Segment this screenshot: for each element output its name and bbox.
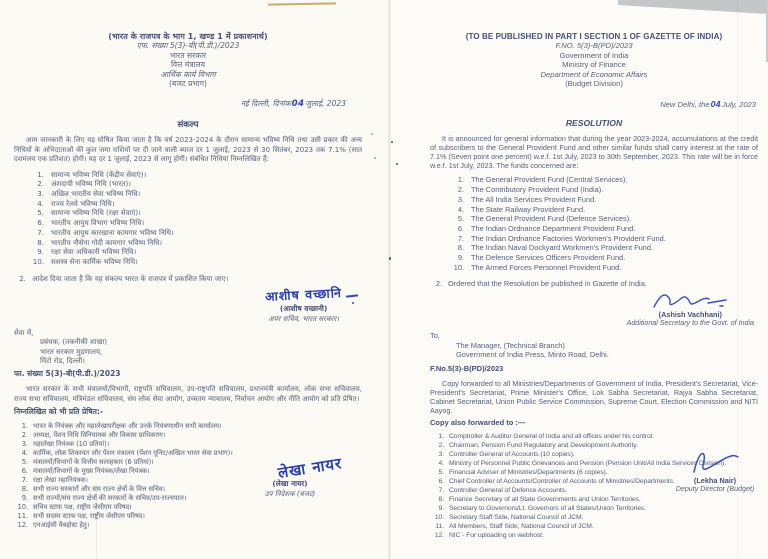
scan-speck xyxy=(396,163,398,165)
list-item: 8. भारतीय नौसेना गोदी कामगार भविष्य निधि। xyxy=(37,237,163,247)
signatory-title: अपर सचिव, भारत सरकार। xyxy=(268,313,339,323)
signature-block-ashish xyxy=(627,290,754,327)
copy-forwarded-paragraph: Copy forwarded to all Ministries/Departments of Government of India, President's Secretariat, Vice-President's Secretariat, Prime Minister's Office, Lok Sabha Secretariat, Rajya Sabha Secretariat, Cabinet Secretariat, Union Public Service Commission, Supreme Court, Election Commission and NITI Aayog. xyxy=(430,378,758,415)
signature-scribble xyxy=(650,290,730,312)
order-line: 2. आदेश दिया जाता है कि यह संकल्प भारत के राजपत्र में प्रकाशित किया जाए। xyxy=(19,273,229,283)
signature-block-lekha xyxy=(640,446,768,493)
letterhead-english xyxy=(430,32,758,88)
signatory-title: उप निदेशक (बजट) xyxy=(264,489,316,498)
copy-forwarded-paragraph: भारत सरकार के सभी मंत्रालयों/विभागों, राष्ट्रपति सचिवालय, उप-राष्ट्रपति सचिवालय, प्रधानमंत्री कार्यालय, लोक सभा सचिवालय, राज्य सभा सचिवालय, मंत्रिमंडल सचिवालय, संघ लोक सेवा आयोग, उच्चतम न्यायालय, निर्वाचन आयोग और नीति आयोग को प्रति प्रेषित। xyxy=(14,385,362,403)
org-line: वित्त मंत्रालय xyxy=(170,60,206,70)
list-item: 1. The General Provident Fund (Central Services). xyxy=(457,175,628,185)
org-line: आर्थिक कार्य विभाग xyxy=(160,69,216,79)
list-item: 8. सभी राज्य सरकारों और संघ राज्य क्षेत्रों के वित्त सचिव। xyxy=(21,485,166,494)
org-line: Department of Economic Affairs xyxy=(540,69,648,79)
list-item: 10. The Armed Forces Personnel Provident Fund. xyxy=(453,262,622,272)
dateline: New Delhi, the04July, 2023 xyxy=(660,99,756,110)
signatory-name: (Lekha Nair) xyxy=(693,476,737,485)
list-item: 1. Comptroller & Auditor General of India and all offices under his control. xyxy=(438,432,654,440)
list-item: 4. Ministry of Personnel Public Grievances and Pension (Pension Unit/All India Services Division). xyxy=(438,459,726,467)
list-item: 3. The All India Services Provident Fund. xyxy=(457,194,597,204)
list-item: 7. The Indian Ordnance Factories Workmen's Provident Fund. xyxy=(457,233,666,243)
list-item: 2. अंशदायी भविष्य निधि (भारत)। xyxy=(37,179,131,189)
scan-speck xyxy=(391,141,393,143)
scan-speck xyxy=(374,157,376,159)
paper-crease xyxy=(737,0,738,559)
list-item: 2. अध्यक्ष, पेंशन निधि विनियामक और विकास प्राधिकरण। xyxy=(21,431,166,440)
pen-dot-mark xyxy=(352,302,354,304)
signatory-name: (लेखा नायर) xyxy=(272,479,308,488)
list-item: 2. Chairman, Pension Fund Regulatory and Development Authority. xyxy=(438,441,638,449)
also-forwarded-heading: Copy also forwarded to :— xyxy=(430,417,526,427)
list-item: 11. All Members, Staff Side, National Council of JCM. xyxy=(435,522,594,530)
list-item: 12. NIC - For uploading on webhost. xyxy=(434,531,544,539)
signature-block-lekha xyxy=(215,454,365,499)
org-line: Government of India xyxy=(559,50,629,60)
list-item: 10. Secretary Staff Side, National Council of JCM. xyxy=(434,513,584,521)
signatory-title: Additional Secretary to the Govt. of India xyxy=(626,319,754,328)
signature-scribble xyxy=(687,446,743,478)
signature-block-ashish xyxy=(265,286,342,324)
scan-speck xyxy=(389,257,391,260)
list-item: 3. अखिल भारतीय सेवा भविष्य निधि। xyxy=(37,189,141,199)
list-item: 2. The Contributory Provident Fund (India). xyxy=(457,185,604,195)
list-item: 12. एनआईसी वैबहोस्ट हेतु। xyxy=(17,521,90,530)
list-item: 9. The Defence Services Officers Provident Fund. xyxy=(457,253,626,263)
list-item: 4. The State Railway Provident Fund. xyxy=(457,204,586,214)
list-item: 8. Finance Secretary of all State Governments and Union Territories. xyxy=(438,495,641,503)
list-item: 6. The Indian Ordnance Department Provident Fund. xyxy=(457,223,636,233)
signatory-name: (Ashish Vachhani) xyxy=(658,310,722,320)
address-block: सेवा में, प्रबंधक, (तकनीकी शाखा) भारत सरकार मुद्रणालय, मिंटो रोड, दिल्ली। xyxy=(14,327,108,365)
list-item: 9. सभी राज्यों/संघ राज्य क्षेत्रों की सरकारों के सचिव/उप-राज्यपाल। xyxy=(21,494,187,503)
file-number: एफ. संख्या 5(3)-बी(पी.डी.)/2023 xyxy=(136,41,240,51)
signatory-name: (आशीष वच्छानी) xyxy=(279,303,328,313)
list-item: 7. रक्षा लेखा महानियंत्रक। xyxy=(21,476,88,485)
org-line: (Budget Division) xyxy=(565,79,623,89)
resolution-heading: RESOLUTION xyxy=(565,118,623,129)
list-item: 6. मंत्रालयों/विभागों के मुख्य नियंत्रक/लेखा नियंत्रक। xyxy=(21,467,150,476)
signatory-title: Deputy Director (Budget) xyxy=(675,485,755,493)
pen-dash-mark xyxy=(346,294,358,297)
list-item: 4. राज्य रेलवे भविष्य निधि। xyxy=(37,198,115,208)
list-item: 7. Controller General of Defence Accounts. xyxy=(438,486,567,494)
list-item: 6. Chief Controller of Accounts/Controller of Accounts of Ministries/Departments. xyxy=(438,477,675,485)
handwritten-date: 04 xyxy=(710,99,721,110)
list-item: 10. सशस्त्र सेना कार्मिक भविष्य निधि। xyxy=(32,256,138,266)
list-item: 5. Financial Adviser of Ministries/Departments (6 copies). xyxy=(438,468,608,476)
list-item: 11. सभी सदस्य स्टाफ पक्ष, राष्ट्रीय जेसीएम परिषद। xyxy=(17,512,145,521)
file-number-2: फा. संख्या 5(3)-बी(पी.डी.)/2023 xyxy=(14,369,121,379)
page-fold-seam xyxy=(388,0,391,559)
list-item: 4. कार्मिक, लोक शिकायत और पेंशन मंत्रालय (पेंशन यूनिट/अखिल भारत सेवा प्रभाग)। xyxy=(21,449,233,458)
scan-speck xyxy=(371,133,373,135)
handwritten-signature: लेखा नायर xyxy=(276,454,344,482)
list-item: 9. Secretary to Governors/Lt. Governors of all States/Union Territories. xyxy=(438,504,646,512)
paper-crease xyxy=(96,490,97,559)
letterhead-hindi xyxy=(14,32,362,88)
org-line: (बजट प्रभाग) xyxy=(168,79,208,89)
publish-line: (भारत के राजपत्र के भाग 1, खण्ड 1 में प्रकाशनार्थ) xyxy=(108,32,268,41)
dateline: नई दिल्ली, दिनांक04जुलाई, 2023 xyxy=(240,99,346,110)
page-english xyxy=(390,0,768,559)
list-item: 3. Controller General of Accounts (10 copies). xyxy=(438,450,575,458)
order-line: 2. Ordered that the Resolution be published in Gazette of India. xyxy=(435,279,647,289)
list-item: 5. The General Provident Fund (Defence Services). xyxy=(457,214,632,224)
fund-list xyxy=(28,170,362,267)
handwritten-signature: आशीष वच्छानि xyxy=(264,284,343,304)
publish-line: (TO BE PUBLISHED IN PART I SECTION 1 OF GAZETTE OF INDIA) xyxy=(465,32,723,41)
file-number-2: F.No.5(3)-B(PD)/2023 xyxy=(430,363,504,373)
list-item: 1. सामान्य भविष्य निधि (केंद्रीय सेवाएं)। xyxy=(37,169,147,179)
list-item: 1. भारत के नियंत्रक और महालेखापरीक्षक और उनके नियंत्रणाधीन सभी कार्यालय। xyxy=(21,422,222,431)
list-item: 6. भारतीय आयुध विभाग भविष्य निधि। xyxy=(37,218,145,228)
list-item: 8. The Indian Naval Dockyard Workmen's Provident Fund. xyxy=(457,243,654,253)
file-number: F.NO. 5(3)-B(PD)/2023 xyxy=(555,41,633,51)
interest-rate-paragraph: It is announced for general information that during the year 2023-2024, accumulations at the credit of subscribers to the General Provident Fund and other similar funds shall carry interest at the rate of 7.1% (Seven point one percent) w.e.f. 1st July, 2023 to 30th September, 2023. This rate will be in force w.e.f. 1st July, 2023. The funds concerned are: xyxy=(430,134,758,171)
list-item: 5. मंत्रालयों/विभागों के वित्तीय सलाहकार (6 प्रतियां)। xyxy=(21,458,154,467)
list-item: 5. सामान्य भविष्य निधि (रक्षा सेवाएं)। xyxy=(37,208,141,218)
list-item: 9. रक्षा सेवा अधिकारी भविष्य निधि। xyxy=(37,247,137,257)
resolution-heading: संकल्प xyxy=(177,120,199,131)
list-item: 7. भारतीय आयुध कारखाना कामगार भविष्य निधि। xyxy=(37,227,174,237)
handwritten-date: 04 xyxy=(291,99,305,110)
list-item: 3. महालेखा नियंत्रक (10 प्रतियां)। xyxy=(21,440,110,449)
address-block: To, The Manager, (Technical Branch) Government of India Press, Minto Road, Delhi. xyxy=(430,331,609,360)
interest-rate-paragraph: आम जानकारी के लिए यह घोषित किया जाता है कि वर्ष 2023-2024 के दौरान सामान्य भविष्य निधि तथा उसी प्रकार की अन्य निधियों के अभिदाताओं की कुल जमा राशियों पर दी जाने वाली ब्याज दर 1 जुलाई, 2023 से 30 सितंबर, 2023 तक 7.1% (सात दशमलव एक प्रतिशत) होगी। यह दर 1 जुलाई, 2023 से लागू होगी। संबंधित निधियां निम्नलिखित हैं: xyxy=(14,136,362,164)
list-item: 10. सचिव स्टाफ पक्ष, राष्ट्रीय जेसीएम परिषद। xyxy=(17,503,132,512)
also-forwarded-heading: निम्नलिखित को भी प्रति प्रेषित:- xyxy=(14,407,103,417)
org-line: भारत सरकार xyxy=(169,50,207,60)
fund-list xyxy=(448,175,758,272)
org-line: Ministry of Finance xyxy=(562,60,626,70)
